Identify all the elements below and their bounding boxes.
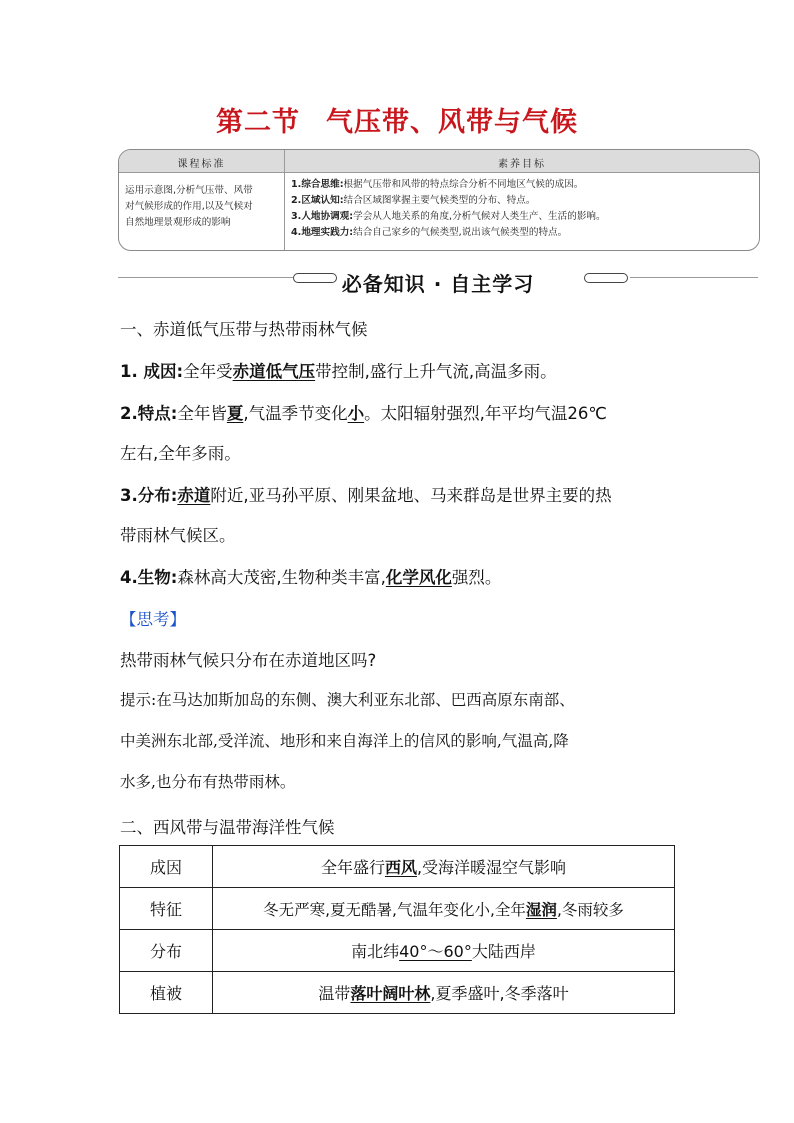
item-label: 3.分布:: [120, 486, 178, 505]
hint-line: 中美洲东北部,受洋流、地形和来自海洋上的信风的影响,气温高,降: [120, 732, 569, 750]
goal-text: 结合区域图掌握主要气候类型的分布、特点。: [343, 195, 536, 206]
item-text: 附近,亚马孙平原、刚果盆地、马来群岛是世界主要的热: [210, 486, 612, 505]
row-content: [213, 972, 675, 1014]
goal-text: 结合自己家乡的气候类型,说出该气候类型的特点。: [353, 227, 568, 238]
cell-text: 温带: [318, 984, 351, 1003]
cell-text: 大陆西岸: [471, 942, 536, 961]
goal-item: [291, 193, 751, 209]
cell-text: 南北纬: [351, 942, 400, 961]
item-label: 1. 成因:: [120, 362, 184, 381]
row-content: [213, 888, 675, 930]
standard-line: 运用示意图,分析气压带、风带: [125, 185, 253, 196]
item-text: 森林高大茂密,生物种类丰富,: [177, 568, 386, 587]
key-term: 湿润: [525, 900, 557, 919]
row-content: [213, 930, 675, 972]
table-row: [120, 930, 675, 972]
item-text: 带控制,盛行上升气流,高温多雨。: [315, 362, 557, 381]
literacy-goals: [291, 177, 751, 241]
item-feature-cont: 左右,全年多雨。: [120, 444, 241, 463]
row-content: [213, 846, 675, 888]
goal-item: [291, 225, 751, 241]
section-title: 气压带、风带与气候: [326, 107, 578, 138]
cell-text: 全年盛行: [320, 858, 385, 877]
item-text: ,气温季节变化: [243, 404, 348, 423]
goal-item: [291, 177, 751, 193]
row-label: 分布: [120, 930, 213, 972]
item-text: 全年受: [183, 362, 233, 381]
item-text: 全年皆: [177, 404, 227, 423]
goal-text: 根据气压带和风带的特点综合分析不同地区气候的成因。: [343, 179, 584, 190]
key-term: 西风: [384, 858, 417, 877]
row-label: 特征: [120, 888, 213, 930]
think-question: 热带雨林气候只分布在赤道地区吗?: [120, 651, 377, 670]
column-divider: [284, 150, 285, 250]
key-term: 赤道: [177, 486, 211, 505]
key-term: 40°～60°: [399, 942, 472, 961]
item-cause: [120, 358, 557, 382]
item-distribution-cont: 带雨林气候区。: [120, 526, 236, 545]
item-distribution: [120, 482, 612, 506]
section1-heading: 一、赤道低气压带与热带雨林气候: [120, 320, 368, 339]
table-row: [120, 846, 675, 888]
row-label: 成因: [120, 846, 213, 888]
hint-line: 提示:在马达加斯加岛的东侧、澳大利亚东北部、巴西高原东南部、: [120, 691, 575, 709]
cell-text: ,冬雨较多: [556, 900, 624, 919]
standard-line: 对气候形成的作用,以及气候对: [125, 201, 253, 212]
section-number: 第二节: [216, 107, 300, 138]
goal-keyword: 1.综合思维:: [291, 179, 344, 190]
think-label: 【思考】: [120, 610, 186, 629]
item-label: 4.生物:: [120, 568, 178, 587]
row-label: 植被: [120, 972, 213, 1014]
key-term: 化学风化: [385, 568, 452, 587]
climate-table: [119, 845, 675, 1014]
section-banner: [118, 266, 758, 296]
goal-keyword: 3.人地协调观:: [291, 211, 354, 222]
table-row: [120, 972, 675, 1014]
item-label: 2.特点:: [120, 404, 178, 423]
table-row: [120, 888, 675, 930]
key-term: 夏: [226, 404, 244, 423]
key-term: 落叶阔叶林: [350, 984, 431, 1003]
page-title: [0, 100, 794, 139]
cell-text: ,夏季盛叶,冬季落叶: [430, 984, 569, 1003]
goal-text: 学会从人地关系的角度,分析气候对人类生产、生活的影响。: [353, 211, 606, 222]
section2-heading: 二、西风带与温带海洋性气候: [120, 818, 335, 837]
goal-keyword: 4.地理实践力:: [291, 227, 354, 238]
hint-line: 水多,也分布有热带雨林。: [120, 773, 296, 791]
course-standard-header: 课程标准: [177, 159, 226, 170]
item-biology: [120, 564, 501, 588]
item-text: 。太阳辐射强烈,年平均气温26℃: [364, 404, 607, 423]
literacy-goal-header: 素养目标: [498, 159, 546, 170]
course-standard-text: [125, 183, 281, 231]
cell-text: 冬无严寒,夏无酷暑,气温年变化小,全年: [263, 900, 526, 919]
item-text: 强烈。: [451, 568, 502, 587]
goal-keyword: 2.区域认知:: [291, 195, 344, 206]
standards-box: [118, 149, 760, 251]
key-term: 赤道低气压: [232, 362, 316, 381]
standards-header: [119, 150, 759, 173]
item-feature: [120, 400, 607, 424]
key-term: 小: [347, 404, 365, 423]
cell-text: ,受海洋暖湿空气影响: [416, 858, 567, 877]
goal-item: [291, 209, 751, 225]
standard-line: 自然地理景观形成的影响: [125, 217, 231, 228]
banner-title: 必备知识 · 自主学习: [341, 272, 535, 296]
